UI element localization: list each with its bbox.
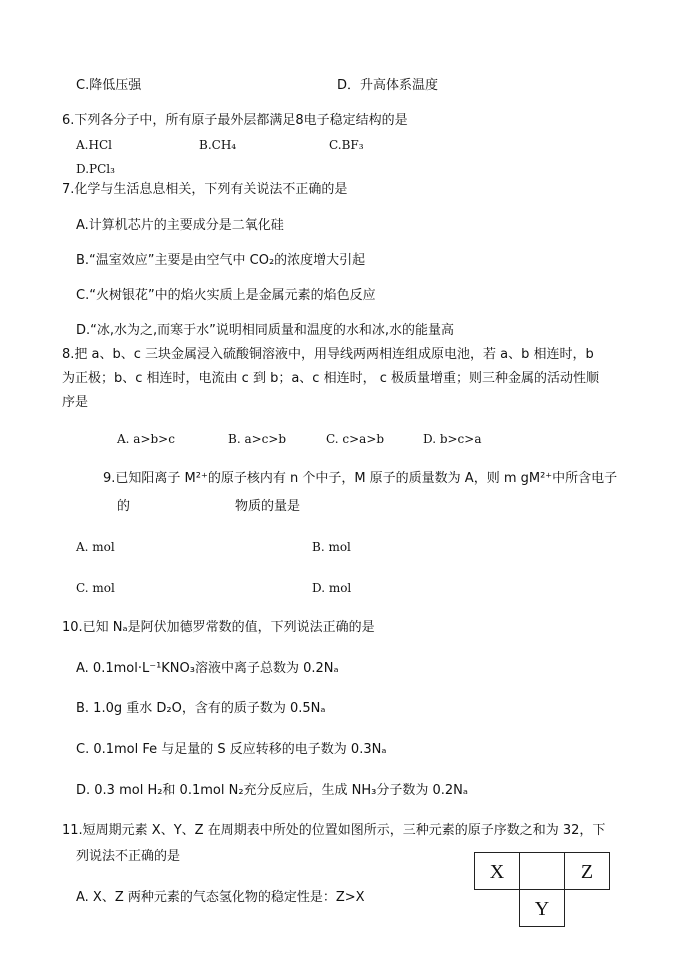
q8-option-c: C. c>a>b (326, 432, 385, 446)
q9-option-b: B. mol (312, 540, 351, 554)
q9-option-d: D. mol (312, 581, 352, 595)
q10-option-a: A. 0.1mol·L⁻¹KNO₃溶液中离子总数为 0.2Nₐ (76, 661, 339, 676)
q5-option-c: C.降低压强 (76, 78, 142, 93)
q9-option-a: A. mol (76, 540, 115, 554)
q9-stem-line1: 9.已知阳离子 M²⁺的原子核内有 n 个中子，M 原子的质量数为 A，则 m gM²⁺中所含电子 (103, 471, 618, 486)
q6-stem: 6.下列各分子中，所有原子最外层都满足8电子稳定结构的是 (62, 113, 408, 128)
q9-option-c: C. mol (76, 581, 115, 595)
q8-option-a: A. a>b>c (117, 432, 175, 446)
q7-option-b: B.“温室效应”主要是由空气中 CO₂的浓度增大引起 (76, 253, 366, 268)
q8-option-d: D. b>c>a (423, 432, 482, 446)
q7-option-a: A.计算机芯片的主要成分是二氧化硅 (76, 218, 284, 233)
q10-option-c: C. 0.1mol Fe 与足量的 S 反应转移的电子数为 0.3Nₐ (76, 742, 387, 757)
q9-stem-line2-end: 物质的量是 (235, 499, 301, 514)
element-x-cell: X (474, 852, 520, 890)
q8-option-b: B. a>c>b (228, 432, 287, 446)
q6-option-c: C.BF₃ (329, 138, 364, 152)
q7-option-c: C.“火树银花”中的焰火实质上是金属元素的焰色反应 (76, 288, 376, 303)
q10-option-d: D. 0.3 mol H₂和 0.1mol N₂充分反应后，生成 NH₃分子数为 0.2Nₐ (76, 783, 468, 798)
empty-cell (519, 852, 565, 890)
q11-option-a: A. X、Z 两种元素的气态氢化物的稳定性是：Z>X (76, 890, 365, 905)
q5-option-d: D．升高体系温度 (337, 78, 439, 93)
element-z-cell: Z (564, 852, 610, 890)
q6-option-b: B.CH₄ (199, 138, 237, 152)
periodic-table-fragment (474, 852, 616, 932)
q11-stem-line1: 11.短周期元素 X、Y、Z 在周期表中所处的位置如图所示，三种元素的原子序数之和为 32，下 (62, 823, 606, 838)
q6-option-a: A.HCl (76, 138, 112, 152)
q8-stem-line3: 序是 (62, 395, 89, 410)
q7-option-d: D.“冰,水为之,而寒于水”说明相同质量和温度的水和冰,水的能量高 (76, 323, 455, 338)
q10-stem: 10.已知 Nₐ是阿伏加德罗常数的值，下列说法正确的是 (62, 620, 375, 635)
element-y-cell: Y (519, 889, 565, 927)
q11-stem-line2: 列说法不正确的是 (76, 849, 181, 864)
q8-stem-line1: 8.把 a、b、c 三块金属浸入硫酸铜溶液中，用导线两两相连组成原电池，若 a、b 相连时，b (62, 347, 594, 362)
q7-stem: 7.化学与生活息息相关，下列有关说法不正确的是 (62, 182, 348, 197)
q10-option-b: B. 1.0g 重水 D₂O，含有的质子数为 0.5Nₐ (76, 701, 326, 716)
q9-stem-line2-start: 的 (117, 499, 131, 514)
q8-stem-line2: 为正极；b、c 相连时，电流由 c 到 b；a、c 相连时， c 极质量增重；则三种金属的活动性顺 (62, 371, 599, 386)
q6-option-d: D.PCl₃ (76, 162, 115, 176)
